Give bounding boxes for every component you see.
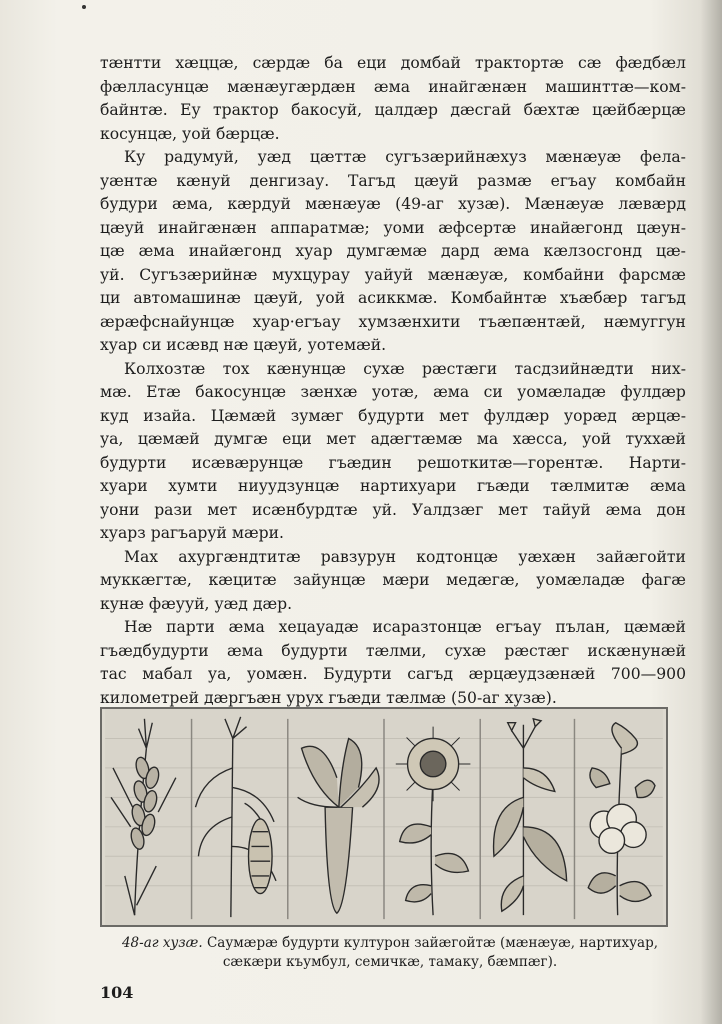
word: уа,: [207, 665, 232, 683]
word: нартихуари: [360, 477, 457, 495]
word: муккæгтæ,: [100, 571, 192, 589]
text-line: [100, 616, 686, 640]
word: сæ: [578, 54, 602, 72]
word: гъæдбудурти: [100, 641, 209, 660]
text-line: [100, 546, 686, 570]
word: мæнæуæ: [305, 195, 381, 213]
word: цæмæй: [624, 618, 686, 636]
text-line: [100, 146, 686, 170]
word: адæгтæмæ: [370, 430, 463, 448]
word: цæмæй: [137, 430, 200, 448]
word: радумуй,: [164, 148, 239, 166]
word: уæхæн: [518, 547, 576, 566]
word: инайгæнæн: [428, 77, 527, 96]
crop-plants-illustration: [100, 707, 668, 927]
word: 700—900: [610, 665, 686, 683]
word: æма: [138, 242, 175, 260]
word: мет: [326, 430, 357, 448]
word: æрцæ-: [631, 406, 686, 425]
word: ба: [324, 54, 343, 72]
text-line: [100, 240, 686, 264]
word: сухæ: [363, 359, 405, 378]
word: тагъд: [640, 289, 686, 307]
text-line: [100, 569, 686, 593]
word: исаразтонцæ: [372, 618, 482, 636]
word: ахургæндтитæ: [178, 547, 301, 566]
text-line: [100, 663, 686, 687]
word: машинттæ—ком-: [545, 77, 686, 96]
word: сагъд: [407, 665, 453, 683]
word: си: [483, 383, 503, 401]
word: цæйбæрцæ: [592, 101, 686, 119]
word: уй.: [100, 265, 125, 284]
word: Мах: [124, 547, 159, 566]
word: мабал: [142, 665, 193, 683]
word: Ку: [124, 148, 146, 166]
word: бакосуй,: [291, 101, 363, 119]
line-text: хуарз рагъаруй мæри.: [100, 524, 285, 542]
word: автомашинæ: [133, 289, 241, 307]
word: бакосунцæ: [195, 383, 287, 401]
word: бæхтæ: [523, 101, 580, 119]
text-line: [100, 405, 686, 429]
word: денгизау.: [249, 171, 330, 190]
word: уотæ,: [371, 383, 419, 401]
word: кæрдуй: [227, 195, 291, 213]
illustration-svg: [102, 709, 666, 925]
word: медæгæ,: [446, 571, 520, 589]
word: Нæ: [124, 618, 153, 636]
word: гъæди: [476, 477, 530, 495]
word: будурти: [281, 641, 348, 660]
word: æма: [493, 242, 530, 260]
word: Цæмæй: [210, 406, 277, 425]
word: мухцурау: [272, 265, 350, 284]
word: тасдзийнæдти: [514, 359, 634, 378]
word: цæ: [100, 242, 125, 260]
line-text: кунæ фæууй, уæд дæр.: [100, 594, 293, 613]
text-line: [100, 452, 686, 476]
word: байнтæ.: [100, 101, 168, 119]
word: уа,: [100, 430, 124, 448]
word: тухxæй: [625, 430, 686, 448]
word: аппаратмæ;: [270, 218, 370, 237]
word: рæстæг: [504, 641, 570, 660]
word: цæун-: [636, 218, 686, 237]
word: них-: [651, 359, 686, 378]
word: фагæ: [641, 571, 686, 589]
word: егъау: [550, 171, 597, 190]
word: тайуй: [542, 500, 591, 519]
word: цæуй: [100, 218, 145, 237]
text-line: [100, 193, 686, 217]
word: Будурти: [323, 665, 392, 683]
word: хъæбæр: [559, 289, 628, 307]
word: уомæн.: [246, 665, 308, 683]
caption-label: 48-аг хузæ.: [121, 935, 203, 951]
text-line: [100, 640, 686, 664]
word: инайæгонд: [188, 242, 282, 260]
word: тас: [100, 665, 127, 683]
word: уй.: [372, 500, 397, 519]
word: гъæдин: [328, 453, 392, 472]
word: размæ: [477, 171, 532, 190]
text-line: [100, 428, 686, 452]
binding-shadow: [700, 0, 722, 1024]
word: фæлласунцæ: [100, 77, 209, 96]
word: кæлзосгонд: [543, 242, 642, 260]
word: æрцæудзæнæй: [468, 665, 596, 683]
word: дæсгай: [450, 101, 512, 119]
word: сухæ: [444, 641, 487, 660]
word: рæстæги: [421, 359, 498, 378]
word: парти: [166, 618, 215, 636]
text-line: [100, 499, 686, 523]
word: хуар: [295, 242, 333, 260]
word: цæттæ: [309, 148, 367, 166]
word: исæвæрунцæ: [191, 453, 304, 472]
word: хæццæ,: [175, 54, 239, 72]
word: кæнуй: [176, 171, 231, 190]
word: цæуй: [414, 171, 459, 190]
word: кæцитæ: [208, 571, 277, 589]
word: мæнæуæ,: [427, 265, 509, 284]
line-text: километрей дæргъæн урух гъæди тæлмæ (50-аг хузæ).: [100, 688, 557, 707]
word: æфсертæ: [438, 218, 517, 237]
word: хуар·егъау: [252, 312, 341, 331]
word: уайуй: [364, 265, 414, 284]
word: зайунцæ: [293, 571, 366, 589]
word: куд: [100, 406, 129, 425]
word: хумзæнхити: [358, 312, 461, 331]
word: æма: [226, 641, 264, 660]
text-line: [100, 475, 686, 499]
word: Уалдзæг: [411, 500, 484, 519]
body-text: [100, 52, 686, 710]
word: цæуй,: [253, 289, 304, 307]
word: зайæгойти: [596, 547, 686, 566]
word: Еу: [180, 101, 201, 119]
text-line: [100, 358, 686, 382]
text-line: [100, 311, 686, 335]
word: æрæфснайунцæ: [100, 312, 235, 331]
word: (49-аг: [395, 195, 444, 213]
text-line: [100, 593, 686, 617]
word: фела-: [640, 148, 686, 166]
text-line: [100, 170, 686, 194]
text-line: [100, 99, 686, 123]
text-line: [100, 52, 686, 76]
word: кæнунцæ: [266, 359, 346, 378]
word: Тагъд: [348, 171, 396, 190]
word: изайа.: [143, 406, 197, 425]
word: Комбайнтæ: [450, 289, 547, 307]
word: хецауадæ: [278, 618, 359, 636]
word: æма: [649, 477, 686, 495]
text-line: [100, 217, 686, 241]
word: нæмуггун: [603, 312, 686, 331]
word: кодтонцæ: [416, 547, 499, 566]
word: инайгæнæн: [157, 218, 257, 237]
text-line: [100, 334, 686, 358]
word: дард: [441, 242, 480, 260]
text-line: [100, 522, 686, 546]
word: тæнтти: [100, 54, 162, 72]
word: зумæг: [290, 406, 344, 425]
word: сугъзæрийнæхуз: [385, 148, 527, 166]
word: инайæгонд: [530, 218, 623, 237]
word: фæдбæл: [615, 54, 686, 72]
word: хæсса,: [512, 430, 568, 448]
word: Нарти-: [628, 453, 686, 472]
word: уæнтæ: [100, 171, 158, 190]
text-line: [100, 76, 686, 100]
word: мæнæугæрдæн: [227, 77, 356, 96]
word: хуари: [100, 477, 148, 495]
word: думгæ: [214, 430, 268, 448]
word: егъау: [495, 618, 542, 636]
text-line: [100, 287, 686, 311]
text-line: [100, 381, 686, 405]
word: æма: [228, 618, 265, 636]
word: мет: [498, 500, 529, 519]
word: фулдæр: [483, 406, 550, 425]
word: будурти: [358, 406, 425, 425]
word: сæрдæ: [252, 54, 311, 72]
word: Етæ: [146, 383, 181, 401]
word: ци: [100, 289, 121, 307]
word: равзурун: [320, 547, 397, 566]
word: цæ-: [655, 242, 686, 260]
word: уоми: [383, 218, 425, 237]
word: æма: [373, 77, 411, 96]
word: фарсмæ: [618, 265, 686, 284]
line-text: косунцæ, уой бæрцæ.: [100, 124, 280, 143]
figure-caption: [100, 934, 680, 972]
word: уой: [582, 430, 612, 448]
word: уомæладæ: [536, 571, 625, 589]
word: будури: [100, 195, 158, 213]
word: лæвæрд: [618, 195, 686, 213]
word: исæнбурдтæ: [252, 500, 358, 519]
word: комбайн: [615, 171, 686, 190]
word: хумти: [168, 477, 218, 495]
word: æма,: [172, 195, 214, 213]
word: ма: [476, 430, 499, 448]
word: тъæпæнтæй,: [478, 312, 586, 331]
word: асиккмæ.: [357, 289, 438, 307]
word: рази: [154, 500, 193, 519]
word: мет: [207, 500, 238, 519]
word: пълан,: [555, 618, 611, 636]
word: мæри: [382, 571, 430, 589]
word: мæ.: [100, 383, 132, 401]
word: трактор: [213, 101, 279, 119]
word: уони: [100, 500, 140, 519]
word: хузæ).: [458, 195, 511, 213]
word: Сугъзæрийнæ: [139, 265, 258, 284]
word: домбай: [400, 54, 461, 72]
caption-text: Саумæрæ будурти културон зайæгойтæ (мæнæуæ, нартихуар, сæкæри къумбул, семичкæ, тамаку, бæмпæг).: [206, 935, 659, 970]
word: еци: [357, 54, 387, 72]
word: уомæладæ: [517, 383, 606, 401]
word: æма: [433, 383, 470, 401]
word: дон: [656, 500, 686, 519]
word: ниуудзунцæ: [237, 477, 340, 495]
word: Мæнæуæ: [524, 195, 605, 213]
word: комбайни: [523, 265, 605, 284]
line-text: хуар си исæвд нæ цæуй, уотемæй.: [100, 336, 387, 354]
word: тох: [222, 359, 250, 378]
word: трактортæ: [475, 54, 564, 72]
word: тæлмитæ: [550, 477, 630, 495]
word: уой: [316, 289, 345, 307]
print-speck: [82, 5, 86, 9]
text-line: [100, 123, 686, 147]
word: еци: [282, 430, 312, 448]
text-line: [100, 264, 686, 288]
word: Колхозтæ: [124, 359, 206, 378]
word: мæнæуæ: [545, 148, 622, 166]
page-number: 104: [100, 983, 134, 1002]
word: фулдæр: [620, 383, 686, 401]
word: зæнхæ: [300, 383, 358, 401]
word: искæнунæй: [587, 641, 686, 660]
word: уорæд: [563, 406, 617, 425]
word: решоткитæ—горентæ.: [417, 453, 604, 472]
word: будурти: [100, 453, 167, 472]
word: æма: [605, 500, 642, 519]
word: думгæмæ: [346, 242, 428, 260]
word: цалдæр: [374, 101, 438, 119]
word: тæлми,: [365, 641, 427, 660]
word: уæд: [257, 148, 292, 166]
word: мет: [439, 406, 470, 425]
